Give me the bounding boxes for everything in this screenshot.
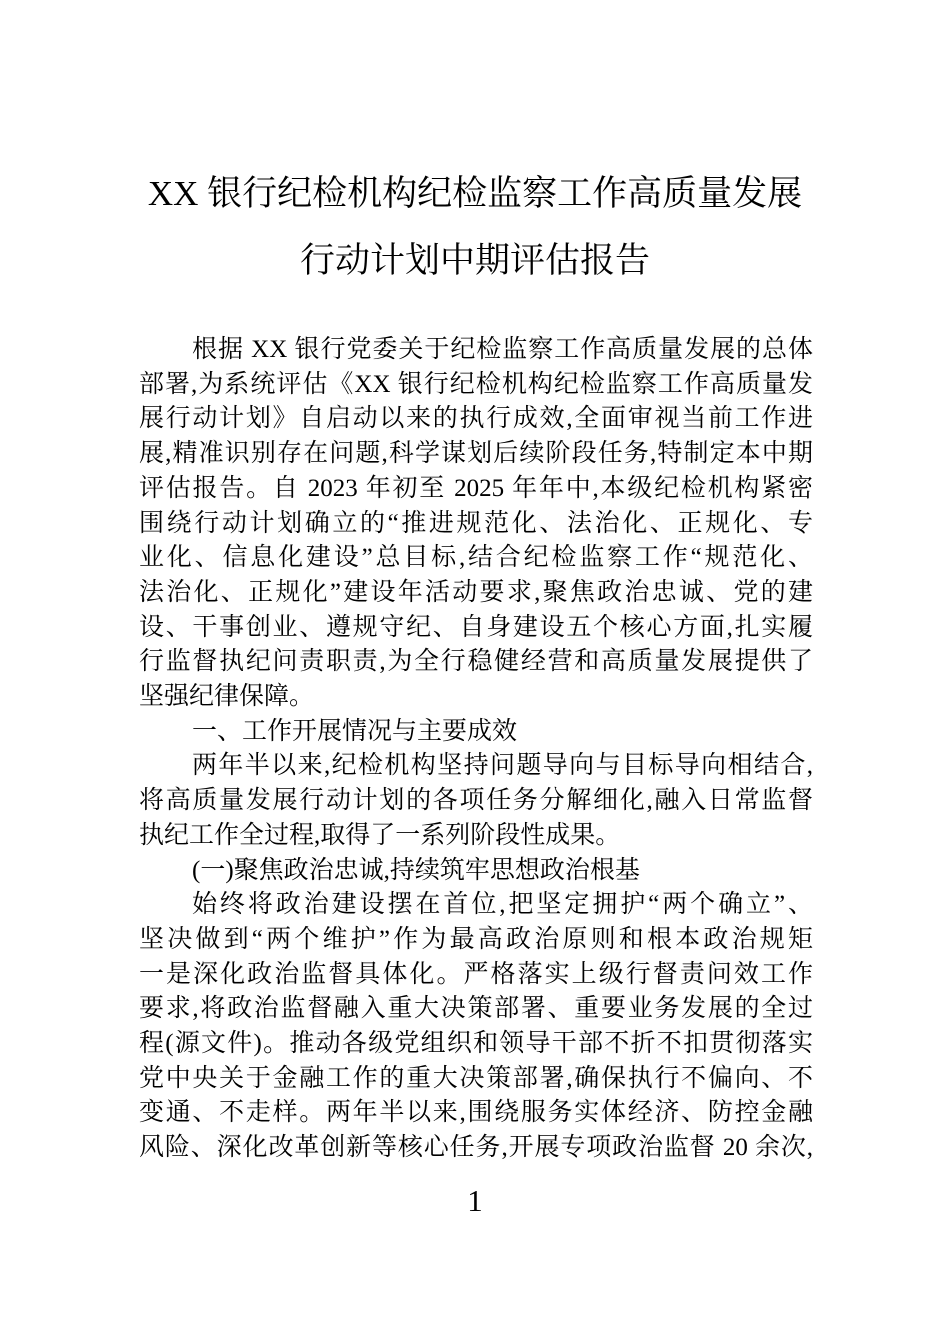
body-line: 党中央关于金融工作的重大决策部署,确保执行不偏向、不 [139,1064,813,1092]
body-line: 行监督执纪问责职责,为全行稳健经营和高质量发展提供了 [139,648,813,676]
page-number: 1 [467,1183,483,1218]
body-line: 始终将政治建设摆在首位,把坚定拥护“两个确立”、 [192,891,813,919]
body-line: 一是深化政治监督具体化。严格落实上级行督责问效工作 [139,960,813,988]
body-line: 部署,为系统评估《XX 银行纪检机构纪检监察工作高质量发 [139,370,813,398]
document-title-line-1: XX 银行纪检机构纪检监察工作高质量发展 [147,174,803,213]
body-line: 两年半以来,纪检机构坚持问题导向与目标导向相结合, [192,752,813,780]
body-line: 风险、深化改革创新等核心任务,开展专项政治监督 20 余次, [139,1134,813,1162]
body-line: 坚决做到“两个维护”作为最高政治原则和根本政治规矩 [139,925,813,953]
body-line: 展,精准识别存在问题,科学谋划后续阶段任务,特制定本中期 [139,440,813,468]
body-line: 业化、信息化建设”总目标,结合纪检监察工作“规范化、 [139,544,813,572]
body-line: 要求,将政治监督融入重大决策部署、重要业务发展的全过 [139,995,813,1023]
body-line: 执纪工作全过程,取得了一系列阶段性成果。 [139,821,621,849]
body-line: 法治化、正规化”建设年活动要求,聚焦政治忠诚、党的建 [139,578,813,606]
document-title-line-2: 行动计划中期评估报告 [299,241,650,280]
body-line: 将高质量发展行动计划的各项任务分解细化,融入日常监督 [139,787,813,815]
body-line: 变通、不走样。两年半以来,围绕服务实体经济、防控金融 [139,1099,813,1127]
body-line: 设、干事创业、遵规守纪、自身建设五个核心方面,扎实履 [139,613,813,641]
body-line: 围绕行动计划确立的“推进规范化、法治化、正规化、专 [139,509,813,537]
body-line: 根据 XX 银行党委关于纪检监察工作高质量发展的总体 [192,336,813,363]
document-title [0,160,950,294]
body-line: 展行动计划》自启动以来的执行成效,全面审视当前工作进 [139,405,813,433]
document-body [139,333,813,1166]
section-heading: (一)聚焦政治忠诚,持续筑牢思想政治根基 [192,856,640,884]
section-heading: 一、工作开展情况与主要成效 [192,717,518,745]
body-line: 评估报告。自 2023 年初至 2025 年年中,本级纪检机构紧密 [139,474,813,502]
body-line: 坚强纪律保障。 [139,683,315,711]
body-line: 程(源文件)。推动各级党组织和领导干部不折不扣贯彻落实 [139,1030,813,1058]
